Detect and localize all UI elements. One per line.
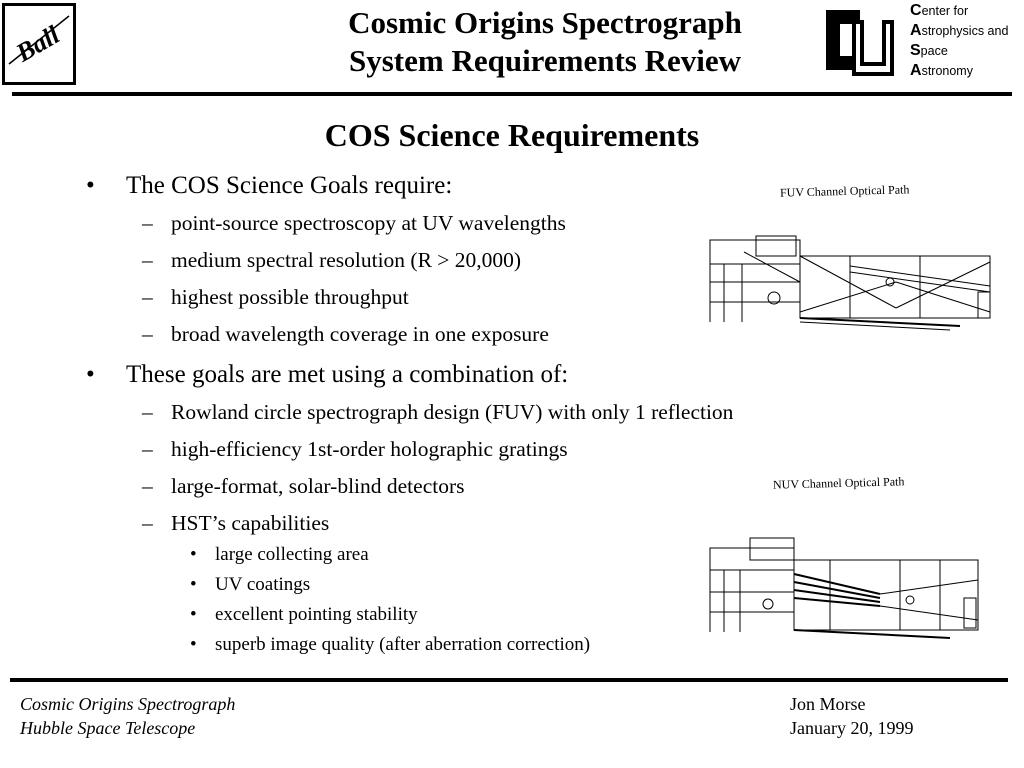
footer-date: January 20, 1999: [790, 718, 914, 738]
bullet-1-item: medium spectral resolution (R > 20,000): [171, 248, 522, 272]
footer-divider: [10, 678, 1008, 682]
bullet-1-item: broad wavelength coverage in one exposure: [171, 322, 549, 346]
sub-bullet-glyph: •: [190, 604, 197, 625]
footer-left-line2: Hubble Space Telescope: [20, 718, 196, 738]
nuv-diagram-caption: NUV Channel Optical Path: [772, 474, 905, 492]
slide-title: COS Science Requirements: [324, 117, 700, 153]
cu-logo-text: CU: [857, 82, 859, 83]
nuv-optical-path-diagram: [700, 520, 990, 642]
header-title: [250, 4, 840, 80]
ball-logo: [2, 3, 76, 85]
footer-left-line1: Cosmic Origins Spectrograph: [20, 694, 236, 714]
sub-item: excellent pointing stability: [215, 604, 418, 625]
header-divider: [12, 92, 1012, 96]
sub-bullet-glyph: •: [190, 544, 197, 565]
dash-glyph: –: [142, 437, 153, 461]
sub-item: large collecting area: [215, 544, 369, 565]
header-title-line2: System Requirements Review: [348, 43, 742, 78]
bullet-2-item: high-efficiency 1st-order holographic gratings: [171, 437, 568, 461]
casa-logo: [910, 1, 1022, 81]
footer-right: [790, 692, 913, 740]
bullet-2-item: Rowland circle spectrograph design (FUV) with only 1 reflection: [171, 400, 734, 424]
bullet-1-item: point-source spectroscopy at UV wavelengths: [171, 211, 566, 235]
casa-line-3: Space: [910, 42, 948, 59]
bullet-2-text: These goals are met using a combination of:: [126, 361, 569, 388]
bullet-2-item: large-format, solar-blind detectors: [171, 474, 465, 498]
sub-bullet-glyph: •: [190, 574, 197, 595]
bullet-2-item: HST’s capabilities: [171, 511, 330, 535]
sub-item: UV coatings: [215, 574, 311, 595]
dash-glyph: –: [142, 322, 153, 346]
header-title-line1: Cosmic Origins Spectrograph: [348, 5, 742, 40]
dash-glyph: –: [142, 474, 153, 498]
bullet-1-text: The COS Science Goals require:: [126, 172, 453, 199]
dash-glyph: –: [142, 211, 153, 235]
casa-line-2: Astrophysics and: [910, 22, 1009, 39]
casa-line-4: Astronomy: [910, 62, 973, 79]
bullet-glyph: •: [86, 361, 95, 388]
dash-glyph: –: [142, 511, 153, 535]
dash-glyph: –: [142, 400, 153, 424]
bullet-glyph: •: [86, 172, 95, 199]
dash-glyph: –: [142, 285, 153, 309]
casa-line-1: Center for: [910, 2, 969, 19]
footer-left: [20, 692, 235, 740]
fuv-diagram-caption: FUV Channel Optical Path: [779, 182, 910, 200]
ball-logo-text: Ball: [11, 20, 65, 68]
bullet-1-item: highest possible throughput: [171, 285, 409, 309]
cu-logo: [818, 4, 898, 84]
sub-item: superb image quality (after aberration correction): [215, 634, 591, 655]
sub-bullet-glyph: •: [190, 634, 197, 655]
fuv-optical-path-diagram: [700, 222, 1000, 332]
dash-glyph: –: [142, 248, 153, 272]
footer-author: Jon Morse: [790, 694, 866, 714]
